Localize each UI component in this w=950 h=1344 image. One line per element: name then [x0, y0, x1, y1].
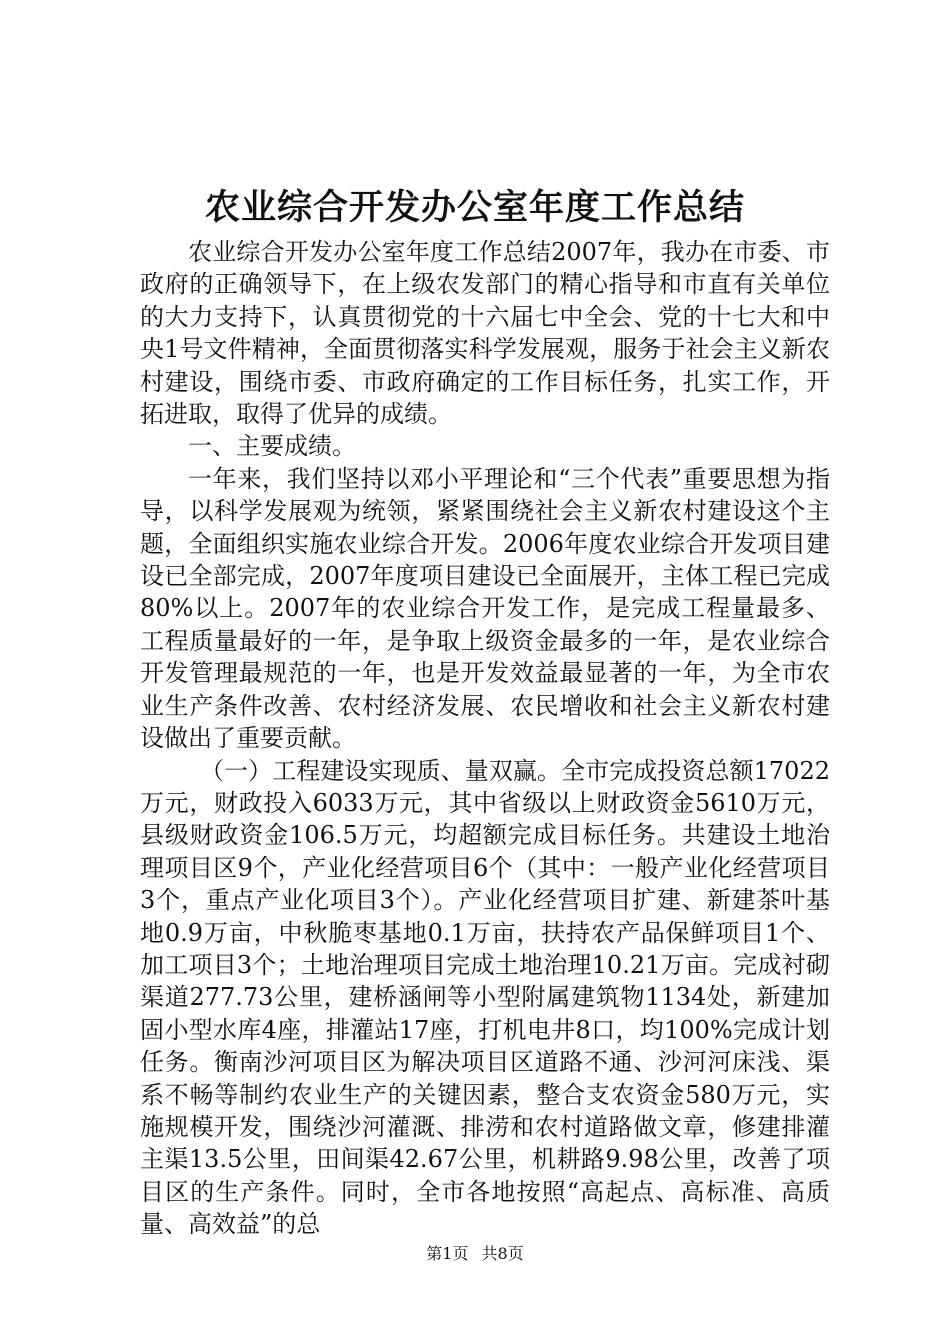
document-body [140, 236, 830, 1241]
page-total: 共8页 [481, 1244, 524, 1263]
section-heading-main-achievements: 一、主要成绩。 [188, 432, 356, 461]
document-title: 农业综合开发办公室年度工作总结 [204, 187, 745, 228]
paragraph-engineering: （一）工程建设实现质、量双赢。全市完成投资总额17022万元，财政投入6033万元，其中省级以上财政资金5610万元，县级财政资金106.5万元，均超额完成目标任务。共建设土地治理项目区9个，产业化经营项目6个（其中：一般产业化经营项目3个，重点产业化项目3个）。产业化经营项目扩建、新建茶叶基地0.9万亩，中秋脆枣基地0.1万亩，扶持农产品保鲜项目1个、加工项目3个；土地治理项目完成土地治理10.21万亩。完成衬砌渠道277.73公里，建桥涵闸等小型附属建筑物1134处，新建加固小型水库4座，排灌站17座，打机电井8口，均100%完成计划任务。衡南沙河项目区为解决项目区道路不通、沙河河床浅、渠系不畅等制约农业生产的关键因素，整合支农资金580万元，实施规模开发，围绕沙河灌溉、排涝和农村道路做文章，修建排灌主渠13.5公里，田间渠42.67公里，机耕路9.98公里，改善了项目区的生产条件。同时，全市各地按照“高起点、高标准、高质量、高效益”的总 [140, 756, 830, 1239]
paragraph-intro: 农业综合开发办公室年度工作总结2007年，我办在市委、市政府的正确领导下，在上级农发部门的精心指导和市直有关单位的大力支持下，认真贯彻党的十六届七中全会、党的十七大和中央1号文件精神，全面贯彻落实科学发展观，服务于社会主义新农村建设，围绕市委、市政府确定的工作目标任务，扎实工作，开拓进取，取得了优异的成绩。 [140, 238, 830, 429]
page-footer [0, 1244, 950, 1264]
page-number: 第1页 [426, 1244, 469, 1263]
paragraph-overview: 一年来，我们坚持以邓小平理论和“三个代表”重要思想为指导，以科学发展观为统领，紧紧围绕社会主义新农村建设这个主题，全面组织实施农业综合开发。2006年度农业综合开发项目建设已全部完成，2007年度项目建设已全面展开，主体工程已完成80%以上。2007年的农业综合开发工作，是完成工程量最多、工程质量最好的一年，是争取上级资金最多的一年，是农业综合开发管理最规范的一年，也是开发效益最显著的一年，为全市农业生产条件改善、农村经济发展、农民增收和社会主义新农村建设做出了重要贡献。 [140, 464, 830, 753]
